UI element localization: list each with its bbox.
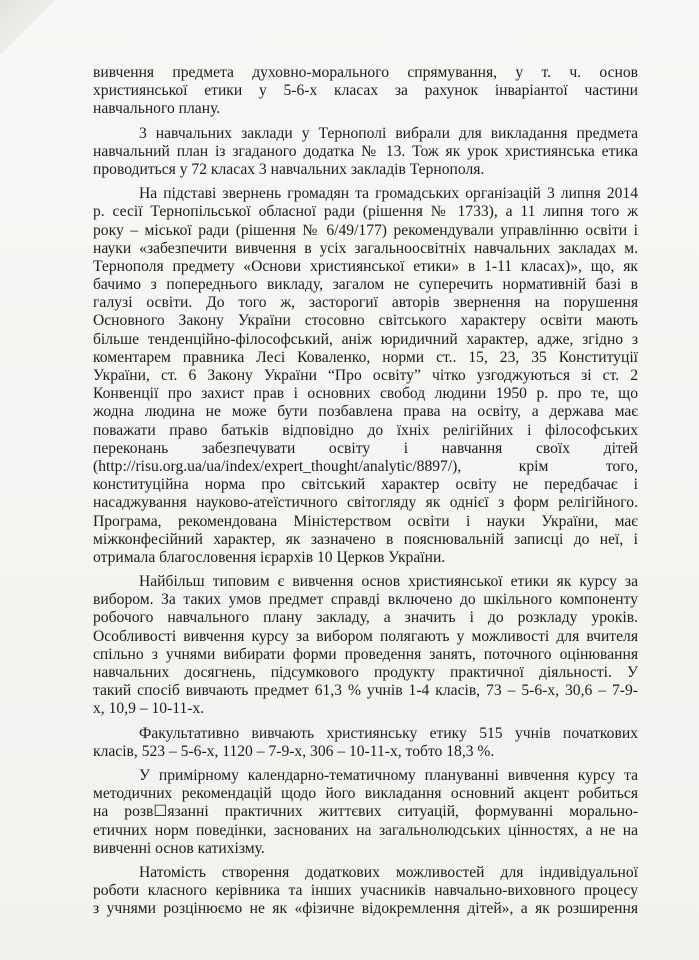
text-line: Факультативно вивчають християнську етику 515 учнів початкових [139, 724, 638, 742]
text-line: р. сесії Тернопільської обласної ради (рішення № 1733), а 11 липня того ж [93, 203, 638, 221]
text-line: проводиться у 72 класах 3 навчальних закладів Тернополя. [93, 160, 485, 178]
text-line: такий спосіб вивчають предмет 61,3 % учнів 1-4 класів, 73 – 5-6-х, 30,6 – 7-9- [93, 682, 638, 700]
text-line: Основного Закону України стосовно світського характеру освіти мають [93, 312, 638, 330]
text-line: на розв☐язанні практичних життєвих ситуацій, формуванні морально- [93, 803, 638, 821]
text-line: конституційна норма про світський характер освіту не передбачає і [93, 476, 638, 494]
paragraph-2 [93, 125, 638, 180]
text-line: Особливості вивчення курсу за вибором полягають у можливості для вчителя [93, 627, 638, 645]
text-line: Найбільш типовим є вивчення основ християнської етики як курсу за [139, 573, 638, 591]
paragraph-7 [93, 864, 638, 919]
text-line: коментарем правника Лесі Коваленко, норми ст.. 15, 23, 35 Конституції [93, 348, 638, 366]
page-fold-corner [0, 0, 60, 60]
document-text [93, 64, 638, 924]
source-link[interactable]: (http://risu.org.ua/ua/index/expert_thought/analytic/8897/), крім того, [93, 457, 638, 475]
paragraph-3 [93, 185, 638, 567]
paragraph-6 [93, 767, 638, 858]
text-line: вивчення предмета духовно-морального спрямування, у т. ч. основ [93, 64, 638, 81]
text-line: християнської етики у 5-6-х класах за рахунок інваріантої частини [93, 82, 638, 100]
text-line: навчальних досягнень, підсумкового продукту практичної діяльності. У [93, 664, 638, 681]
text-line: Натомість створення додаткових можливостей для індивідуальної [139, 863, 638, 881]
text-line: х, 10,9 – 10-11-х. [93, 700, 205, 718]
paragraph-1 [93, 64, 638, 119]
text-line: методичних рекомендацій щодо його викладання основний акцент робиться [93, 785, 638, 803]
text-line: більше тенденційно-філософський, аніж юридичний характер, адже, згідно з [93, 330, 638, 348]
text-line: На підставі звернень громадян та громадських організацій 3 липня 2014 [139, 185, 638, 203]
text-line: вивченні основ катихізму. [93, 839, 265, 857]
text-line: галузі освіти. До того ж, засторогиї авторів звернення на порушення [93, 294, 638, 312]
text-line: навчальний план із згаданого додатка № 13. Тож як урок християнська етика [93, 142, 638, 160]
text-line: У примірному календарно-тематичному плануванні вивчення курсу та [139, 766, 638, 784]
text-line: етичних норм поведінки, заснованих на загальнолюдських цінностях, а не на [93, 821, 638, 839]
text-line: спільно з учнями вибирати форми проведення занять, поточного оцінювання [93, 645, 638, 663]
text-line: з учнями розцінюємо не як «фізичне відокремлення дітей», а як розширення [93, 900, 638, 918]
text-line: Програма, рекомендована Міністерством освіти і науки України, має [93, 512, 638, 530]
paragraph-5 [93, 725, 638, 761]
text-line: жодна людина не може бути позбавлена права на освіту, а держава має [93, 403, 638, 421]
text-line: поважати право батьків відповідно до їхніх релігійних і філософських [93, 421, 638, 439]
text-line: Тернополя предмету «Основи християнської етики» в 1-11 класах)», що, як [93, 257, 638, 275]
text-line: 3 навчальних заклади у Тернополі вибрали для викладання предмета [139, 124, 638, 142]
text-line: роботи класного керівника та інших учасників навчально-виховного процесу [93, 882, 638, 900]
text-line: України, ст. 6 Закону України “Про освіту” чітко узгоджуються зі ст. 2 [93, 367, 638, 384]
text-line: року – міської ради (рішення № 6/49/177) рекомендували управлінню освіти і [93, 221, 638, 239]
text-line: Конвенції про захист прав і основних свобод людини 1950 р. про те, що [93, 385, 638, 403]
text-line: міжконфесійний характер, як зазначено в пояснювальній записці до неї, і [93, 530, 638, 548]
text-line: науки «забезпечити вивчення в усіх загальноосвітніх навчальних закладах м. [93, 239, 638, 257]
text-line: переконань забезпечувати освіту і навчання своїх дітей [93, 439, 638, 457]
text-line: класів, 523 – 5-6-х, 1120 – 7-9-х, 306 – 10-11-х, тобто 18,3 %. [93, 742, 495, 760]
text-line: вибором. За таких умов предмет справді включено до шкільного компоненту [93, 591, 638, 609]
text-line: навчального плану. [93, 100, 221, 118]
text-line: отримала благословення ієрархів 10 Церков України. [93, 548, 446, 566]
text-line: робочого навчального плану закладу, а значить і до розкладу уроків. [93, 609, 638, 627]
text-line: бачимо з попереднього викладу, загалом не суперечить нормативній базі в [93, 276, 638, 294]
text-line: насаджування науково-атеїстичного світогляду як однієї з форм релігійного. [93, 494, 638, 512]
paragraph-4 [93, 573, 638, 719]
